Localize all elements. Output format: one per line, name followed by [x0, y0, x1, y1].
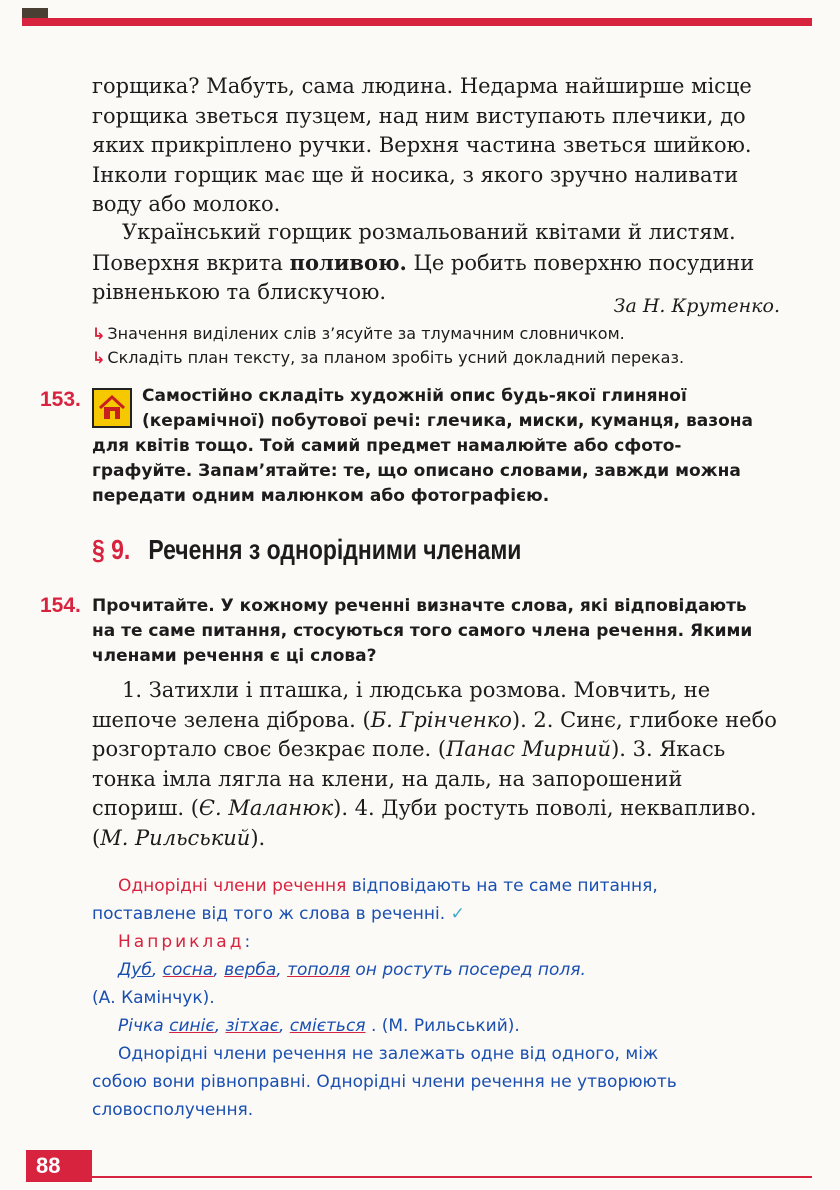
example-1: Дуб, сосна, верба, тополя он ростуть посеред поля. — [118, 960, 586, 980]
task-line-2: ↳ Складіть план тексту, за планом зробіть усний докладний переказ. — [92, 348, 685, 367]
highlighted-word: поливою. — [289, 249, 407, 275]
task-line-1: ↳ Значення виділених слів з’ясуйте за тлумачним словничком. — [92, 324, 625, 343]
exercise-154-text: 1. Затихли і пташка, і людська розмова. Мовчить, не шепоче зелена діброва. (Б. Грінченко). 2. Синє, глибоке небо розгортало своє безкрає поле. (Панас Мирний). 3. Якась тонка імла лягла на клени, на даль, на запорошений спориш. (Є. Маланюк). 4. Дуби ростуть поволі, неквапливо. (М. Рильський). — [92, 678, 777, 850]
page-number: 88 — [26, 1150, 92, 1182]
section-title: Речення з однорідними членами — [148, 534, 522, 565]
example-2: Річка синіє, зітхає, сміється — [118, 1016, 366, 1036]
section-heading — [92, 534, 521, 566]
bottom-border — [92, 1176, 812, 1178]
top-border — [22, 18, 812, 26]
rule-block: Однорідні члени речення відповідають на те саме питання, поставлене від того ж слова в реченні. ✓ Наприклад: Дуб, сосна, верба, тополя он ростуть посеред поля. (А. Камінчук). Річка синіє, зітхає, сміється . (М. Рильський). Однорідні члени речення не залежать одне від одного, між собою вони рівноправні. Однорідні члени речення не утворюють словосполучення. — [92, 876, 677, 1120]
arrow-icon: ↳ — [92, 348, 106, 367]
passage-para-2: Український горщик розмальований квітами й листям. Поверхня вкрита поливою. Це робить поверхню посудини рівненькою та блискучою. — [92, 220, 755, 304]
passage-author: За Н. Крутенко. — [613, 295, 780, 317]
exercise-154-task: Прочитайте. У кожному реченні визначте слова, які відповідають на те саме питання, стосуються того самого члена речення. Якими членами речення є ці слова? — [92, 596, 753, 666]
exercise-153-text: Самостійно складіть художній опис будь-якої глиняної (керамічної) побутової речі: глечика, миски, куманця, вазона для квітів тощо. Той самий предмет намалюйте або сфото- графуйте. Запам’ятайте: те, що описано словами, завжди можна передати одним малюнком або фотографією. — [92, 386, 753, 506]
rule-term: Однорідні члени речення — [118, 876, 347, 896]
example-label: Наприклад — [118, 932, 245, 952]
arrow-icon: ↳ — [92, 324, 106, 343]
passage-para-1: горщика? Мабуть, сама людина. Недарма найширше місце горщика зветься пузцем, над ним виступають плечики, до яких прикріплено ручки. Верхня частина зветься шийкою. Інколи горщик має ще й носика, з якого зручно наливати воду або молоко. — [92, 74, 752, 216]
exercise-number-153: 153. — [40, 388, 81, 411]
check-mark-icon: ✓ — [450, 904, 465, 924]
exercise-number-154: 154. — [40, 594, 81, 617]
example-1-author: (А. Камінчук). — [92, 988, 215, 1008]
section-number: § 9. — [92, 534, 131, 565]
